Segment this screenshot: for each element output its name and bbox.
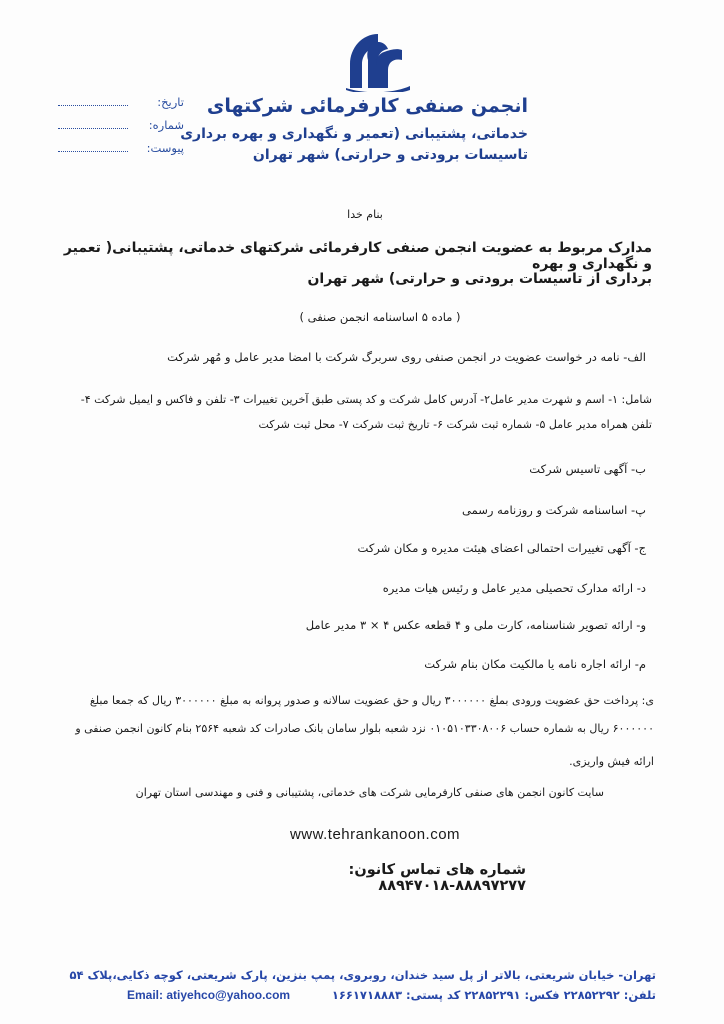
footer-email[interactable]: Email: atiyehco@yahoo.com [127,988,291,1002]
item-shamel-line-1: شامل: ۱- اسم و شهرت مدیر عامل۲- آدرس کامل شرکت و کد پستی طبق آخرین تغییرات ۳- تلفن و فاکس و ایمیل شرکت ۴- [80,393,652,406]
meta-date-line [58,105,128,106]
item-alef: الف- نامه در خواست عضویت در انجمن صنفی روی سربرگ شرکت با امضا مدیر عامل و مُهر شرکت [167,350,646,364]
item-ye-line-2: ۶۰۰۰۰۰۰ ریال به شماره حساب ۰۱۰۵۱۰۳۳۰۸۰۰۶ نزد شعبه بلوار سامان بانک صادرات کد شعبه ۲۵۶۴ بنام کانون انجمن صنفی و [75,722,654,735]
item-shamel-line-2: تلفن همراه مدیر عامل ۵- شماره ثبت شرکت ۶- تاریخ ثبت شرکت ۷- محل ثبت شرکت [258,418,652,431]
org-subtitle-line-1: خدماتی، پشتیبانی (تعمیر و نگهداری و بهره برداری [180,126,528,142]
footer-phones: تلفن: ۲۲۸۵۲۲۹۲ فکس: ۲۲۸۵۲۲۹۱ کد پستی: ۱۶۶۱۷۱۸۸۸۳ [331,988,656,1002]
item-be: ب- آگهی تاسیس شرکت [529,462,646,476]
meta-date-row [58,95,184,113]
heading-line-2: برداری از تاسیسات برودتی و حرارتی) شهر تهران [307,271,652,287]
bismillah: بنام خدا [347,208,383,221]
meta-number-label: شماره: [148,118,184,132]
org-title: انجمن صنفی کارفرمائی شرکتهای [206,95,528,117]
anjoman-logo [342,30,414,92]
meta-date-label: تاریخ: [157,95,184,109]
sub-heading: ( ماده ۵ اساسنامه انجمن صنفی ) [299,310,461,324]
item-dal: د- ارائه مدارک تحصیلی مدیر عامل و رئیس هیات مدیره [382,581,646,595]
item-vav: و- ارائه تصویر شناسنامه، کارت ملی و ۴ قطعه عکس ۴ × ۳ مدیر عامل [305,618,646,632]
org-subtitle-line-2: تاسیسات برودتی و حرارتی) شهر تهران [252,147,528,163]
footer-address: تهران- خیابان شریعتی، بالاتر از پل سید خندان، روبروی، پمپ بنزین، پارک شریعتی، کوچه ذکایی،پلاک ۵۴ [69,968,656,982]
site-url-link[interactable]: www.tehrankanoon.com [289,826,461,843]
item-jim: ج- آگهی تغییرات احتمالی اعضای هیئت مدیره و مکان شرکت [357,541,646,555]
meta-attachment-line [58,151,128,152]
item-pe: پ- اساسنامه شرکت و روزنامه رسمی [462,503,646,517]
meta-number-line [58,128,128,129]
meta-attachment-label: پیوست: [146,141,184,155]
contact-numbers: شماره های تماس کانون: ۸۸۸۹۷۲۷۷-۸۸۹۴۷۰۱۸ [348,862,526,894]
item-ye-line-3: ارائه فیش واریزی. [569,755,654,768]
item-mim: م- ارائه اجاره نامه یا مالکیت مکان بنام شرکت [424,657,646,671]
meta-number-row [58,118,184,136]
heading-line-1: مدارک مربوط به عضویت انجمن صنفی کارفرمائی شرکتهای خدماتی، پشتیبانی( تعمیر و نگهداری و بهره [63,240,652,272]
item-ye-line-1: ی: پرداخت حق عضویت ورودی بملغ ۳۰۰۰۰۰۰ ریال و حق عضویت سالانه و صدور پروانه به مبلغ ۳۰۰۰۰۰۰ ریال که جمعا مبلغ [89,694,654,707]
site-note: سایت کانون انجمن های صنفی کارفرمایی شرکت های خدماتی، پشتیبانی و فنی و مهندسی استان تهران [135,786,604,799]
meta-attachment-row [58,141,184,159]
